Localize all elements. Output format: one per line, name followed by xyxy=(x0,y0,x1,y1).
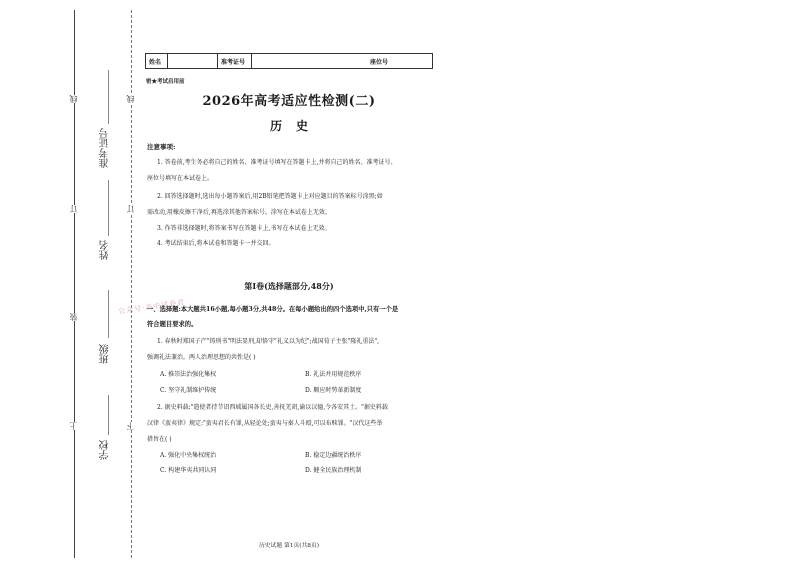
notice-heading: 注意事项: xyxy=(147,143,176,151)
binding-label-school: 学校 xyxy=(100,440,111,460)
question-1-stem-cont: 强调礼法兼治。两人治理思想的共性是( ) xyxy=(147,354,256,361)
question-1-option-b: B. 礼法并用规范秩序 xyxy=(305,371,362,378)
question-type-line: 一、选择题:本大题共16小题,每小题3分,共48分。在每小题给出的四个选项中,只有一个是 xyxy=(147,306,399,313)
question-2-option-a: A. 强化中央集权统治 xyxy=(160,452,217,459)
question-1-option-a: A. 推崇法治强化集权 xyxy=(160,371,217,378)
question-type-line: 符合题目要求的。 xyxy=(147,321,198,328)
binding-mark: 订 xyxy=(69,205,78,213)
question-2-option-d: D. 健全民族治理机制 xyxy=(305,467,362,474)
question-2-option-c: C. 构建华夷共同认同 xyxy=(160,467,217,474)
binding-label-ticket: 准考证号 xyxy=(100,128,111,168)
binding-inner-mark: 线 xyxy=(126,95,135,103)
page-footer: 历史试题 第1页(共8页) xyxy=(258,543,320,549)
binding-line-inner xyxy=(131,10,132,558)
binding-inner-mark: 下 xyxy=(126,422,135,430)
binding-fill-line xyxy=(108,70,109,124)
notice-item: 3. 作答非选择题时,将答案书写在答题卡上,书写在本试卷上无效。 xyxy=(157,225,331,232)
name-cell xyxy=(146,54,168,68)
question-1-option-d: D. 顺应时势革新制度 xyxy=(305,387,362,394)
binding-fill-line xyxy=(108,290,109,338)
ticket-cell xyxy=(218,54,252,68)
notice-item-cont: 需改动,用橡皮擦干净后,再选涂其他答案标号。涂写在本试卷上无效。 xyxy=(147,209,331,216)
candidate-info-table xyxy=(145,53,433,69)
name-label: 姓名 xyxy=(149,58,162,66)
question-2-stem: 2. 据史料载:"遣使者持节诏西域属国各长吏,善抚羌胡,谕以汉德,令各安其土。"据史料载 xyxy=(157,404,388,411)
ticket-label: 准考证号 xyxy=(221,58,246,66)
binding-fill-line xyxy=(108,180,109,236)
exam-title: 2026年高考适应性检测(二) xyxy=(202,94,376,109)
binding-label-class: 班级 xyxy=(100,344,111,364)
binding-line-outer xyxy=(74,10,75,558)
binding-fill-line xyxy=(108,395,109,435)
question-2-option-b: B. 稳定边疆统治秩序 xyxy=(305,452,362,459)
question-1-stem: 1. 春秋时郑国子产"铸刑书"明法显刑,却恪守"礼义以为纪";战国荀子主张"隆礼重法", xyxy=(157,338,380,345)
binding-label-name: 姓名 xyxy=(100,240,111,260)
seat-label: 座位号 xyxy=(369,58,388,66)
watermark: 公众号·高中试卷君 xyxy=(117,298,186,316)
ticket-blank xyxy=(252,54,432,68)
binding-mark: 线 xyxy=(69,95,78,103)
question-2-stem-cont: 措旨在( ) xyxy=(147,436,172,443)
binding-mark: 上 xyxy=(69,422,78,430)
exam-subject: 历史 xyxy=(269,119,322,133)
section-heading: 第Ⅰ卷(选择题部分,48分) xyxy=(244,281,334,291)
notice-item: 2. 回答选择题时,选出每小题答案后,用2B铅笔把答题卡上对应题目的答案标号涂黑;如 xyxy=(157,193,383,200)
question-2-stem-cont: 汉律《蛮夷律》规定:"蛮夷君长有罪,从轻论处;蛮夷与秦人斗殴,可以布赎罪。"汉代这些举 xyxy=(147,420,383,427)
binding-inner-mark: 订 xyxy=(126,205,135,213)
notice-item: 4. 考试结束后,将本试卷和答题卡一并交回。 xyxy=(157,240,275,247)
question-1-option-c: C. 坚守礼制维护传统 xyxy=(160,387,217,394)
name-blank xyxy=(168,54,218,68)
confidential-mark: 密★考试启用前 xyxy=(146,79,185,85)
notice-item-cont: 座位号填写在本试卷上。 xyxy=(147,175,214,182)
binding-mark: 装 xyxy=(69,313,78,321)
notice-item: 1. 答卷前,考生务必将自己的姓名、准考证号填写在答题卡上,并将自己的姓名、准考证号、 xyxy=(157,159,397,166)
